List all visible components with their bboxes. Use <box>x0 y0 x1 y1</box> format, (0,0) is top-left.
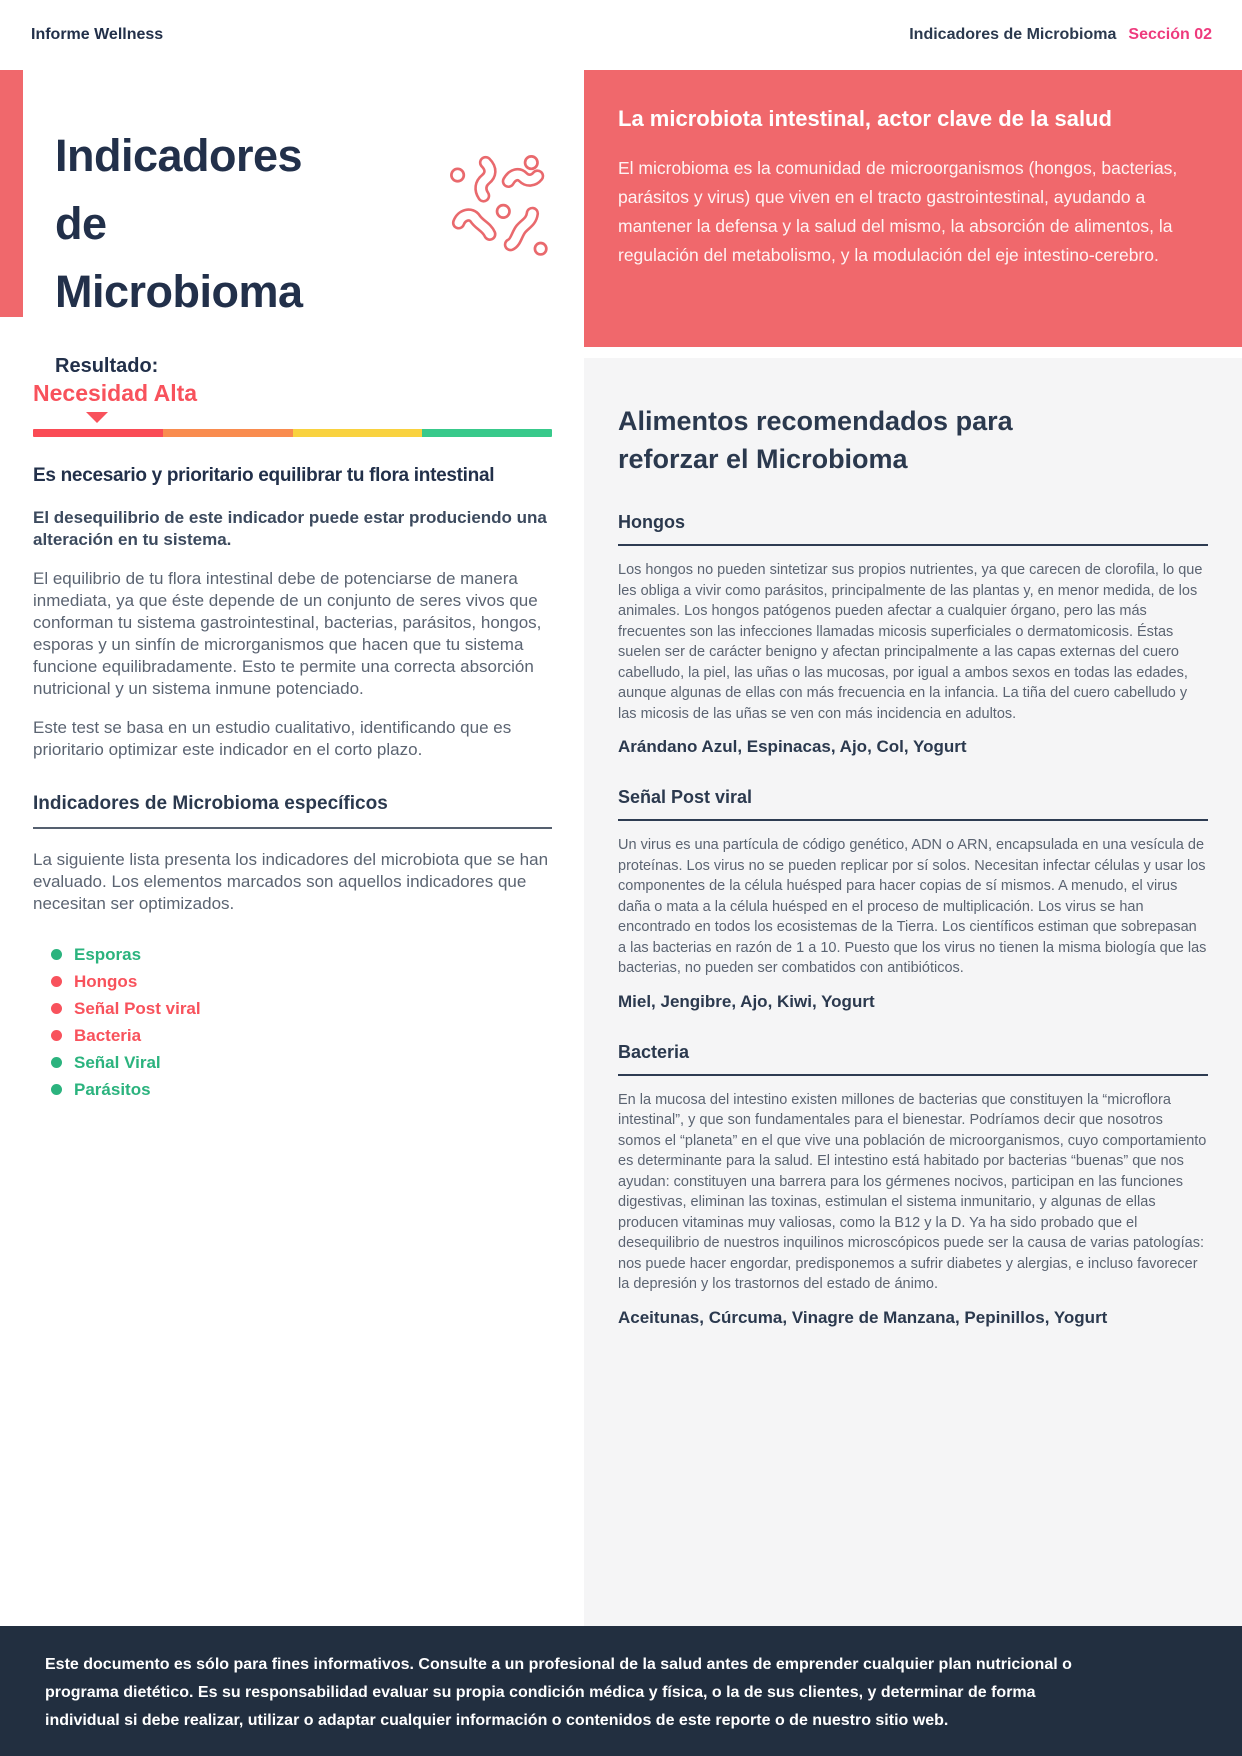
scale-segment-green <box>422 429 552 437</box>
food-section-post-viral <box>618 787 1208 1012</box>
section-badge: Sección 02 <box>1128 26 1212 43</box>
food-recommendations: Miel, Jengibre, Ajo, Kiwi, Yogurt <box>618 991 875 1011</box>
list-item <box>51 995 552 1022</box>
status-dot-icon <box>51 976 62 987</box>
left-accent-bar <box>0 70 23 317</box>
status-dot-icon <box>51 1057 62 1068</box>
food-section-title: Hongos <box>618 512 1208 546</box>
disclaimer-text: Este documento es sólo para fines informativos. Consulte a un profesional de la salud antes de emprender cualquier plan nutricional o programa dietético. Es su responsabilidad evaluar su propia condición médica y física, o la de sus clientes, y determinar de forma individual si debe realizar, utilizar o adaptar cualquier información o contenidos de este reporte o de nuestro sitio web. <box>45 1656 1072 1729</box>
intro-callout <box>584 70 1242 347</box>
assessment-lead: El desequilibrio de este indicador puede estar produciendo una alteración en tu sistema. <box>33 508 547 549</box>
food-section-body: Los hongos no pueden sintetizar sus propios nutrientes, ya que carecen de clorofila, lo que les obliga a vivir como parásitos, principalmente de las plantas y, en menor medida, de los animales. Los hongos patógenos pueden afectar a cualquier órgano, pero las más frecuentes son las infecciones llamadas micosis superficiales o dermatomicosis. Éstas suelen ser de carácter benigno y afectan principalmente a las capas externas del cuero cabelludo, la piel, las uñas o las mucosas, por igual a ambos sexos en todas las edades, aunque algunas de ellas con más frecuencia en la infancia. La tiña del cuero cabelludo y las micosis de las uñas se ven con más incidencia en adultos. <box>618 562 1203 722</box>
scale-segment-red <box>33 429 163 437</box>
indicator-label: Hongos <box>74 971 138 991</box>
food-section-bacteria <box>618 1042 1208 1328</box>
list-item <box>51 941 552 968</box>
intro-callout-body: El microbioma es la comunidad de microorganismos (hongos, bacterias, parásitos y virus) que viven en el tracto gastrointestinal, ayudando a mantener la defensa y la salud del mismo, la absorción de alimentos, la regulación del metabolismo, y la modulación del eje intestino-cerebro. <box>618 158 1178 265</box>
assessment-body: El equilibrio de tu flora intestinal debe de potenciarse de manera inmediata, ya que éste depende de un conjunto de seres vivos que conforman tu sistema gastrointestinal, bacterias, parásitos, hongos, esporas y un sinfín de microrganismos que hacen que tu sistema funcione equilibradamente. Esto te permite una correcta absorción nutricional y un sistema inmune potenciado. <box>33 569 542 698</box>
indicator-label: Señal Post viral <box>74 998 201 1018</box>
status-dot-icon <box>51 1003 62 1014</box>
foods-panel-title: Alimentos recomendados para reforzar el Microbioma <box>618 406 1013 474</box>
result-column <box>33 354 552 1103</box>
scale-marker-icon <box>86 412 108 423</box>
microbes-icon <box>444 146 548 261</box>
result-label: Resultado: <box>55 355 159 377</box>
food-section-hongos <box>618 512 1208 757</box>
status-dot-icon <box>51 1030 62 1041</box>
scale-segment-orange <box>163 429 293 437</box>
page-title: Indicadores de Microbioma <box>55 130 303 318</box>
list-item <box>51 968 552 995</box>
assessment-headline: Es necesario y prioritario equilibrar tu flora intestinal <box>33 465 495 486</box>
indicators-intro: La siguiente lista presenta los indicadores del microbiota que se han evaluado. Los elementos marcados son aquellos indicadores que necesitan ser optimizados. <box>33 850 549 913</box>
page-header <box>0 0 1242 56</box>
disclaimer-footer <box>0 1626 1242 1756</box>
header-doc-title: Indicadores de Microbioma <box>909 26 1117 43</box>
list-item <box>51 1022 552 1049</box>
food-section-title: Bacteria <box>618 1042 1208 1076</box>
severity-scale <box>33 429 552 437</box>
indicators-heading: Indicadores de Microbioma específicos <box>33 793 552 829</box>
scale-segment-yellow <box>293 429 423 437</box>
brand-title: Informe Wellness <box>31 26 164 43</box>
indicator-label: Bacteria <box>74 1025 142 1045</box>
result-value: Necesidad Alta <box>33 380 198 406</box>
food-section-body: En la mucosa del intestino existen millones de bacterias que constituyen la “microflora intestinal”, y que son fundamentales para el bienestar. Podríamos decir que nosotros somos el “planeta” en el que vive una población de microorganismos, cuyo comportamiento es determinante para la salud. El intestino está habitado por bacterias “buenas” que nos ayudan: constituyen una barrera para los gérmenes nocivos, participan en las funciones digestivas, eliminan las toxinas, estimulan el sistema inmunitario, y algunas de ellas producen vitaminas muy valiosas, como la B12 y la D. Ya ha sido probado que el desequilibrio de nuestros inquilinos microscópicos puede ser la causa de varias patologías: nos puede hacer engordar, predisponemos a sufrir diabetes y alergias, e incluso favorecer la depresión y los trastornos del estado de ánimo. <box>618 1091 1207 1292</box>
assessment-body-2: Este test se basa en un estudio cualitativo, identificando que es prioritario optimizar este indicador en el corto plazo. <box>33 718 512 759</box>
indicator-label: Parásitos <box>74 1079 151 1099</box>
food-section-title: Señal Post viral <box>618 787 1208 821</box>
indicator-label: Esporas <box>74 944 142 964</box>
indicator-list <box>33 941 552 1103</box>
food-recommendations: Arándano Azul, Espinacas, Ajo, Col, Yogurt <box>618 737 967 756</box>
list-item <box>51 1049 552 1076</box>
intro-callout-title: La microbiota intestinal, actor clave de la salud <box>618 106 1112 131</box>
foods-panel <box>584 358 1242 1626</box>
food-recommendations: Aceitunas, Cúrcuma, Vinagre de Manzana, Pepinillos, Yogurt <box>618 1307 1108 1327</box>
status-dot-icon <box>51 1084 62 1095</box>
food-section-body: Un virus es una partícula de código genético, ADN o ARN, encapsulada en una vesícula de proteínas. Los virus no se pueden replicar por sí solos. Necesitan infectar células y usar los componentes de la célula huésped para hacer copias de sí mismos. A menudo, el virus daña o mata a la célula huésped en el proceso de multiplicación. Los virus se han encontrado en todos los ecosistemas de la Tierra. Los científicos estiman que sobrepasan a las bacterias en razón de 1 a 10. Puesto que los virus no tienen la misma biología que las bacterias, no pueden ser combatidos con antibióticos. <box>618 837 1207 976</box>
header-right <box>909 26 1212 44</box>
list-item <box>51 1076 552 1103</box>
status-dot-icon <box>51 949 62 960</box>
indicator-label: Señal Viral <box>74 1052 161 1072</box>
